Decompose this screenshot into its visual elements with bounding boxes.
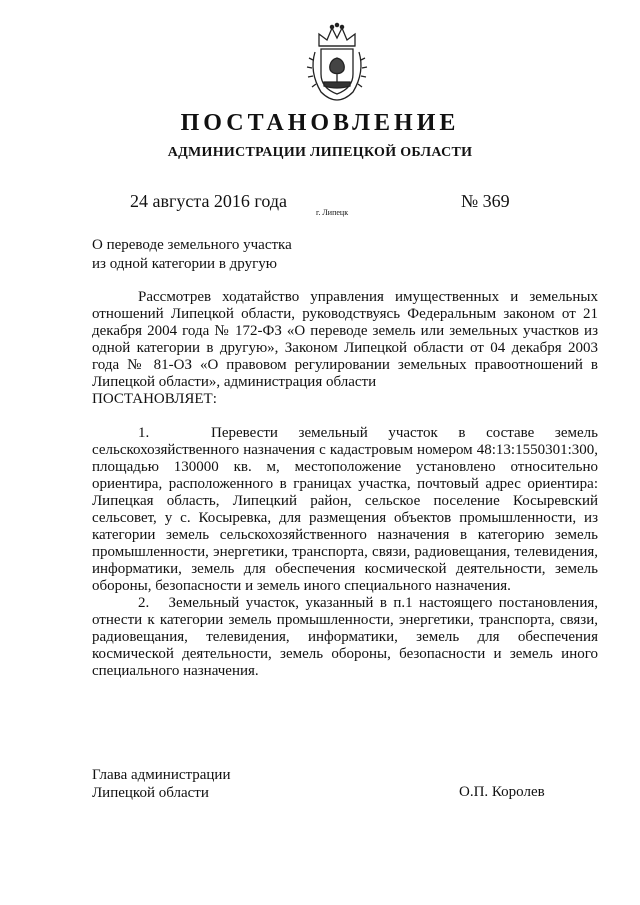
subject-line: из одной категории в другую: [92, 256, 277, 272]
document-place: г. Липецк: [316, 208, 349, 217]
subject-line: О переводе земельного участка: [92, 237, 292, 253]
position-line: Липецкой области: [92, 785, 209, 801]
decree-word: ПОСТАНОВЛЯЕТ:: [92, 391, 217, 407]
document-number: № 369: [461, 191, 510, 211]
decree-item-1: 1. Перевести земельный участок в составе земель сельскохозяйственного назначения с кадастровым номером 48:13:1550301:300, площадью 130000 кв. м, местоположение установлено относительно ориентира, расположенного в границах участка, почтовый адрес ориентира: Липецкая область, Липецкий район, сельское поселение Косыревский сельсовет, у с. Косыревка, для размещения объектов промышленности, из категории земель сельскохозяйственного назначения в категорию земель промышленности, энергетики, транспорта, связи, радиовещания, телевидения, информатики, земель для обеспечения космической деятельности, земель обороны, безопасности и земель иного специального назначения.: [92, 425, 598, 594]
document-body: [92, 289, 598, 680]
document-date: 24 августа 2016 года: [130, 191, 287, 211]
preamble-paragraph: Рассмотрев ходатайство управления имущественных и земельных отношений Липецкой области, руководствуясь Федеральным законом от 21 декабря 2004 года № 172-ФЗ «О переводе земель или земельных участков из одной категории в другую», Законом Липецкой области от 04 декабря 2003 года № 81-ОЗ «О правовом регулировании земельных правоотношений в Липецкой области», администрация области: [92, 289, 598, 390]
coat-of-arms-icon: [299, 22, 375, 102]
issuing-authority: АДМИНИСТРАЦИИ ЛИПЕЦКОЙ ОБЛАСТИ: [167, 145, 473, 160]
signatory-name: О.П. Королев: [459, 784, 545, 800]
signatory-position: [92, 766, 230, 802]
position-line: Глава администрации: [92, 767, 231, 783]
decree-item-2: 2. Земельный участок, указанный в п.1 настоящего постановления, отнести к категории земель промышленности, энергетики, транспорта, связи, радиовещания, телевидения, информатики, земель для обеспечения космической деятельности, земель обороны, безопасности и земель иного специального назначения.: [92, 595, 598, 679]
document-subject: [92, 236, 292, 274]
document-title: ПОСТАНОВЛЕНИЕ: [180, 110, 460, 136]
